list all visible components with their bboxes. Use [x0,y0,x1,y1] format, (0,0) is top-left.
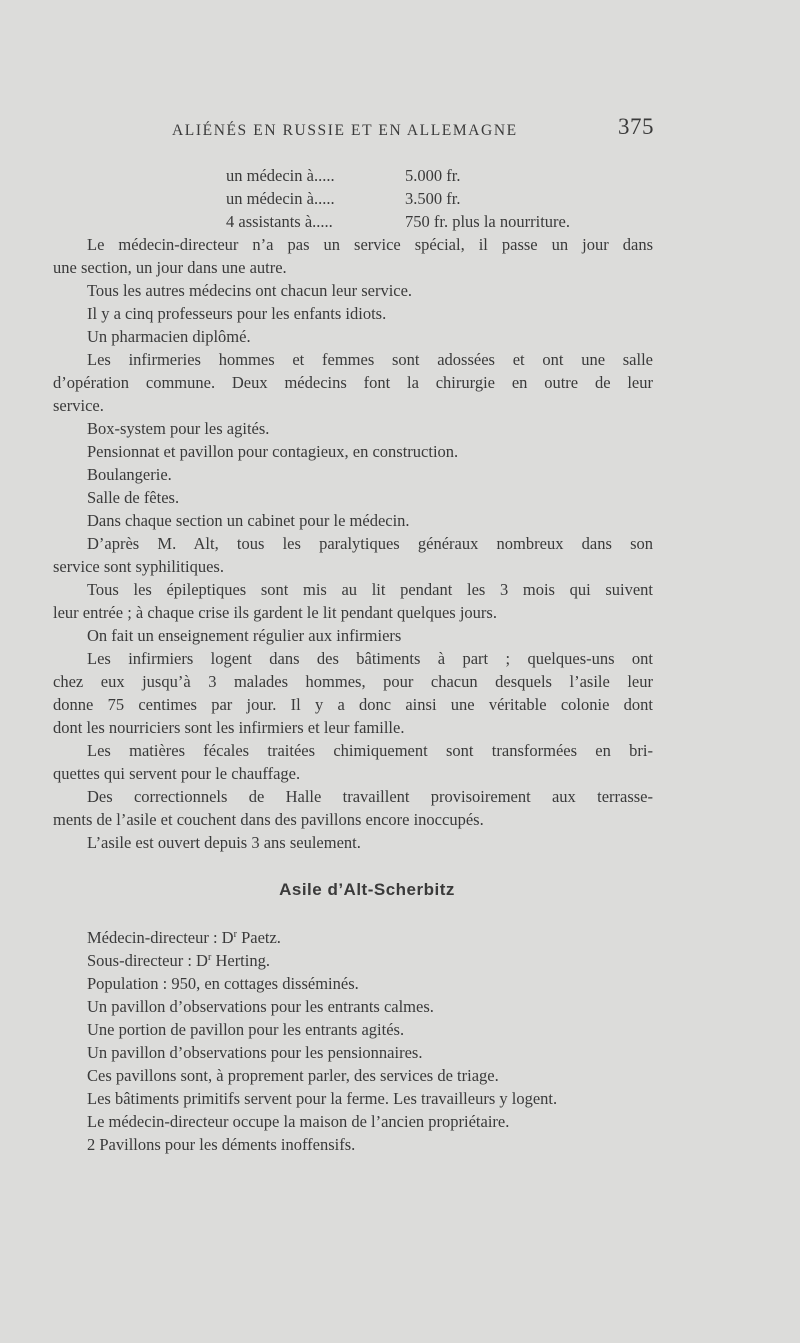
text-line: Un pharmacien diplômé. [87,327,251,346]
text-line: D’après M. Alt, tous les paralytiques généraux nombreux dans son [87,534,653,553]
section-item [53,1133,653,1156]
paragraph [53,647,653,739]
section-item-text: Sous-directeur : D [87,951,208,970]
paragraph [53,578,653,624]
page-header [0,114,800,148]
section-item-list [53,926,653,1156]
paragraph [53,279,653,302]
section-item-text: Ces pavillons sont, à proprement parler, des services de triage. [87,1066,499,1085]
salary-row [53,164,653,187]
text-line: Les matières fécales traitées chimiquement sont transformées en bri- [87,741,653,760]
text-line: Dans chaque section un cabinet pour le médecin. [87,511,410,530]
salary-label: 4 assistants à..... [226,212,333,231]
text-line: Boulangerie. [87,465,172,484]
text-line: service. [53,396,104,415]
text-line: Les infirmiers logent dans des bâtiments à part ; quelques-uns ont [87,649,653,668]
text-line: Tous les épileptiques sont mis au lit pendant les 3 mois qui suivent [87,580,653,599]
running-title: ALIÉNÉS EN RUSSIE ET EN ALLEMAGNE [172,122,518,139]
section-item-text: Une portion de pavillon pour les entrants agités. [87,1020,405,1039]
paragraph [53,509,653,532]
paragraph [53,532,653,578]
section-item [53,972,653,995]
text-line: quettes qui servent pour le chauffage. [53,764,301,783]
text-line: leur entrée ; à chaque crise ils gardent le lit pendant quelques jours. [53,603,497,622]
text-line: Le médecin-directeur n’a pas un service spécial, il passe un jour dans [87,235,653,254]
paragraph-list [53,233,653,854]
superscript: r [233,929,237,940]
section-item-text-end: Paetz. [236,928,281,947]
paragraph [53,233,653,279]
section-item [53,926,653,949]
text-line: d’opération commune. Deux médecins font la chirurgie en outre de leur [53,373,653,392]
section-item-text: Le médecin-directeur occupe la maison de l’ancien propriétaire. [87,1112,510,1131]
salary-amount: 5.000 fr. [405,166,461,185]
section-item-text-end: Herting. [211,951,270,970]
text-line: L’asile est ouvert depuis 3 ans seulement. [87,833,361,852]
text-line: une section, un jour dans une autre. [53,258,287,277]
text-line: service sont syphilitiques. [53,557,224,576]
section-item [53,1018,653,1041]
salary-label: un médecin à..... [226,189,335,208]
text-line: donne 75 centimes par jour. Il y a donc ainsi une véritable colonie dont [53,695,653,714]
text-line: chez eux jusqu’à 3 malades hommes, pour chacun desquels l’asile leur [53,672,653,691]
section-item [53,995,653,1018]
section-item [53,1110,653,1133]
paragraph [53,463,653,486]
section-item-text: Médecin-directeur : D [87,928,234,947]
paragraph [53,624,653,647]
paragraph [53,831,653,854]
paragraph [53,785,653,831]
page-body [53,164,653,1156]
paragraph [53,348,653,417]
text-line: Salle de fêtes. [87,488,180,507]
page-number: 375 [618,114,654,139]
paragraph [53,302,653,325]
text-line: Pensionnat et pavillon pour contagieux, en construction. [87,442,459,461]
section-item [53,949,653,972]
text-line: Des correctionnels de Halle travaillent provisoirement aux terrasse- [87,787,653,806]
section-item-text: Les bâtiments primitifs servent pour la ferme. Les travailleurs y logent. [87,1089,558,1108]
section-item-text: Un pavillon d’observations pour les entrants calmes. [87,997,434,1016]
section-title: Asile d’Alt-Scherbitz [279,880,455,899]
text-line: ments de l’asile et couchent dans des pavillons encore inoccupés. [53,810,484,829]
salary-amount: 3.500 fr. [405,189,461,208]
text-line: Il y a cinq professeurs pour les enfants idiots. [87,304,387,323]
text-line: Tous les autres médecins ont chacun leur service. [87,281,413,300]
paragraph [53,325,653,348]
section-item-text: 2 Pavillons pour les déments inoffensifs. [87,1135,356,1154]
salary-list [53,164,653,233]
text-line: dont les nourriciers sont les infirmiers et leur famille. [53,718,405,737]
section-item [53,1041,653,1064]
text-line: Box-system pour les agités. [87,419,270,438]
section-item-text: Population : 950, en cottages disséminés. [87,974,359,993]
paragraph [53,417,653,440]
section-item-text: Un pavillon d’observations pour les pensionnaires. [87,1043,423,1062]
section-item [53,1064,653,1087]
paragraph [53,440,653,463]
text-line: Les infirmeries hommes et femmes sont adossées et ont une salle [87,350,653,369]
salary-row [53,210,653,233]
section-item [53,1087,653,1110]
paragraph [53,486,653,509]
text-line: On fait un enseignement régulier aux infirmiers [87,626,402,645]
salary-label: un médecin à..... [226,166,335,185]
superscript: r [207,952,212,963]
salary-amount: 750 fr. plus la nourriture. [405,212,570,231]
paragraph [53,739,653,785]
salary-row [53,187,653,210]
